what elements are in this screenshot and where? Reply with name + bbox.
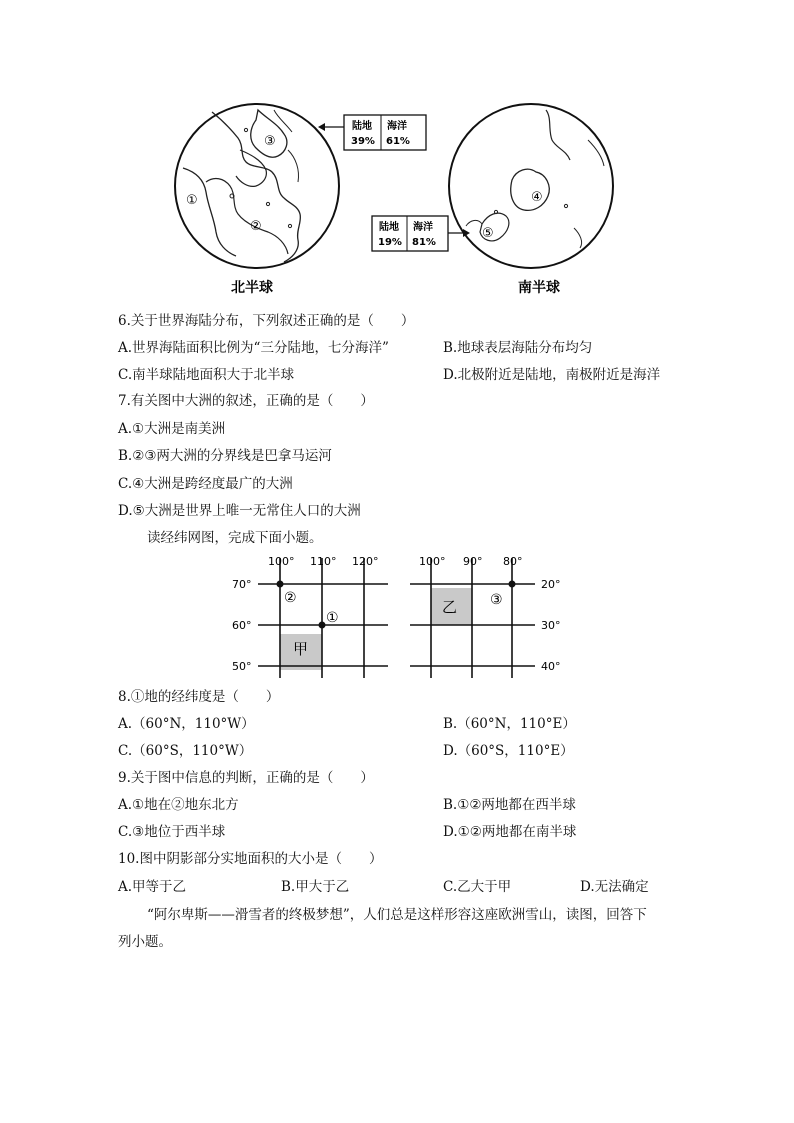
right-lon-100: 100°: [419, 555, 446, 568]
marker-5: ⑤: [482, 226, 494, 241]
right-lat-40: 40°: [541, 660, 561, 673]
left-lon-110: 110°: [310, 555, 337, 568]
q6-stem: 6.关于世界海陆分布，下列叙述正确的是（ ）: [118, 313, 415, 329]
q9-option-d[interactable]: D.①②两地都在南半球: [443, 824, 577, 840]
q6-option-d[interactable]: D.北极附近是陆地，南极附近是海洋: [443, 367, 661, 383]
q8-option-c[interactable]: C.（60°S，110°W）: [118, 743, 253, 759]
latlong-grid-figure: [0, 550, 794, 680]
q7-stem: 7.有关图中大洲的叙述，正确的是（ ）: [118, 393, 374, 409]
north-hemisphere-label: 北半球: [231, 280, 273, 296]
q8-option-a[interactable]: A.（60°N，110°W）: [118, 716, 255, 732]
north-land-pct: 39%: [351, 136, 375, 147]
left-grid: [232, 555, 388, 678]
point-3-label: ③: [490, 592, 503, 608]
marker-4: ④: [531, 190, 543, 205]
south-hemisphere-map: [449, 104, 613, 268]
q6-option-a[interactable]: A.世界海陆面积比例为“三分陆地，七分海洋”: [118, 340, 389, 356]
q6-option-c[interactable]: C.南半球陆地面积大于北半球: [118, 367, 295, 383]
south-hemisphere-label: 南半球: [518, 280, 560, 296]
north-land-label: 陆地: [352, 121, 372, 132]
marker-3: ③: [264, 134, 276, 149]
q9-option-c[interactable]: C.③地位于西半球: [118, 824, 226, 840]
right-lat-30: 30°: [541, 619, 561, 632]
q8-stem: 8.①地的经纬度是（ ）: [118, 689, 280, 705]
alps-intro-line-2: 列小题。: [118, 934, 172, 950]
shaded-jia-label: 甲: [293, 640, 309, 658]
q10-stem: 10.图中阴影部分实地面积的大小是（ ）: [118, 851, 383, 867]
south-land-label: 陆地: [379, 222, 399, 233]
north-hemisphere-map: [175, 104, 339, 268]
q10-option-c[interactable]: C.乙大于甲: [443, 879, 512, 895]
q8-option-d[interactable]: D.（60°S，110°E）: [443, 743, 574, 759]
marker-2: ②: [250, 219, 262, 234]
q9-option-a[interactable]: A.①地在②地东北方: [118, 797, 239, 813]
q7-option-c[interactable]: C.④大洲是跨经度最广的大洲: [118, 476, 293, 492]
marker-1: ①: [186, 193, 198, 208]
q7-option-d[interactable]: D.⑤大洲是世界上唯一无常住人口的大洲: [118, 503, 361, 519]
q10-option-b[interactable]: B.甲大于乙: [281, 879, 350, 895]
q8-option-b[interactable]: B.（60°N，110°E）: [443, 716, 576, 732]
north-ocean-pct: 61%: [386, 136, 410, 147]
q6-option-b[interactable]: B.地球表层海陆分布均匀: [443, 340, 593, 356]
grid-intro: 读经纬网图，完成下面小题。: [147, 530, 323, 546]
left-lat-70: 70°: [232, 578, 252, 591]
right-grid: [410, 555, 561, 678]
south-ocean-label: 海洋: [413, 222, 433, 233]
south-land-pct: 19%: [378, 237, 402, 248]
hemisphere-figure: [0, 0, 794, 300]
q7-option-a[interactable]: A.①大洲是南美洲: [118, 421, 226, 437]
q10-option-a[interactable]: A.甲等于乙: [118, 879, 187, 895]
north-ratio-box: [344, 115, 426, 150]
q9-stem: 9.关于图中信息的判断，正确的是（ ）: [118, 770, 374, 786]
point-2-label: ②: [284, 590, 297, 606]
left-lat-60: 60°: [232, 619, 252, 632]
q9-option-b[interactable]: B.①②两地都在西半球: [443, 797, 576, 813]
point-1-label: ①: [326, 610, 339, 626]
shaded-yi-label: 乙: [442, 598, 458, 616]
right-lat-20: 20°: [541, 578, 561, 591]
left-lon-120: 120°: [352, 555, 379, 568]
north-ocean-label: 海洋: [387, 121, 407, 132]
left-lat-50: 50°: [232, 660, 252, 673]
south-ratio-box: [372, 216, 448, 251]
left-lon-100: 100°: [268, 555, 295, 568]
q10-option-d[interactable]: D.无法确定: [580, 879, 649, 895]
right-lon-90: 90°: [463, 555, 483, 568]
south-ocean-pct: 81%: [412, 237, 436, 248]
q7-option-b[interactable]: B.②③两大洲的分界线是巴拿马运河: [118, 448, 332, 464]
alps-intro-line-1: “阿尔卑斯——滑雪者的终极梦想”，人们总是这样形容这座欧洲雪山，读图，回答下: [147, 907, 647, 923]
right-lon-80: 80°: [503, 555, 523, 568]
